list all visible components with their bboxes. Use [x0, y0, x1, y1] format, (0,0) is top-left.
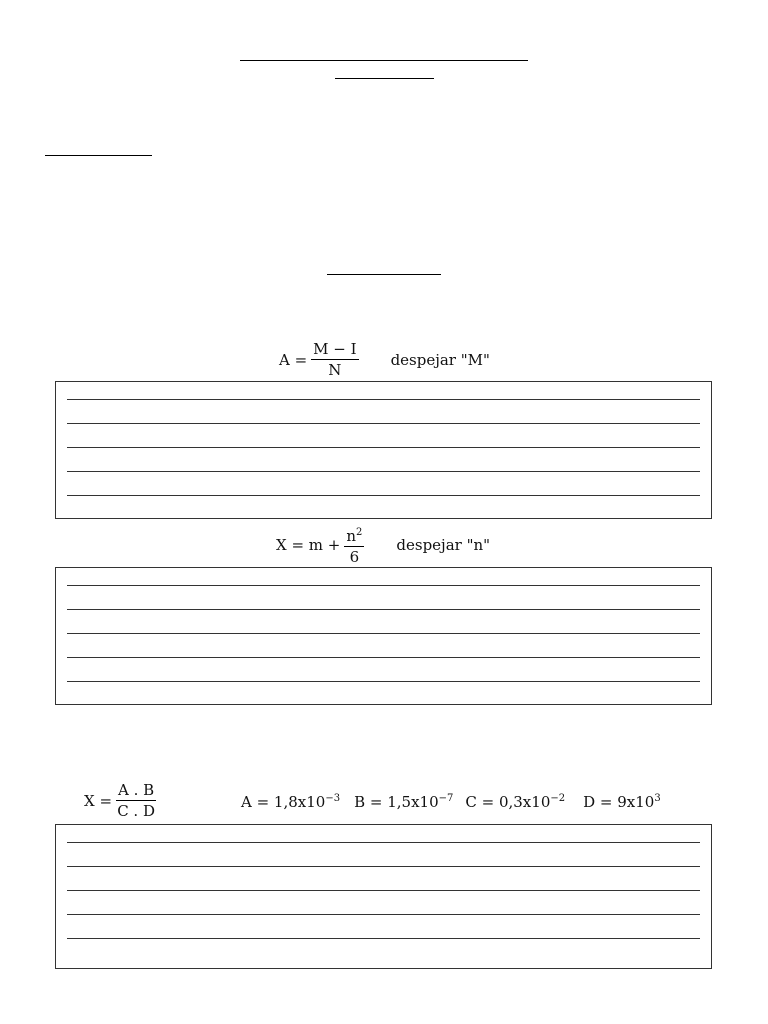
exercise-1-answer-box[interactable] — [55, 381, 712, 519]
subtitle-underline — [335, 78, 434, 79]
answer-line — [67, 866, 700, 867]
exercise-2-equation — [276, 524, 490, 566]
exercise-3-numerator: A . B — [118, 781, 155, 799]
exercise-3-answer-box[interactable] — [55, 824, 712, 969]
answer-line — [67, 842, 700, 843]
exercise-3-lhs: X = — [84, 791, 113, 810]
answer-line — [67, 495, 700, 496]
exercise-2-instruction: despejar "n" — [396, 536, 491, 554]
answer-line — [67, 681, 700, 682]
value-b: $B = 1,5x10^{-7}$ — [354, 793, 454, 811]
answer-line — [67, 423, 700, 424]
answer-line — [67, 399, 700, 400]
exercise-3-denominator: C . D — [117, 802, 155, 820]
center-heading-underline — [327, 274, 441, 275]
exercise-2-lhs: X = m + — [276, 536, 341, 554]
exercise-3-values — [241, 793, 661, 811]
exercise-1-instruction: despejar "M" — [390, 350, 490, 369]
value-a: $A = 1,8x10^{-3}$ — [241, 793, 341, 811]
value-c: $C = 0,3x10^{-2}$ — [465, 793, 566, 811]
exercise-1-lhs: A = — [279, 350, 308, 369]
exercise-2-numerator-base: n — [346, 527, 357, 545]
value-d: $D = 9x10^3$ — [583, 793, 661, 811]
answer-line — [67, 938, 700, 939]
answer-line — [67, 447, 700, 448]
answer-line — [67, 633, 700, 634]
answer-line — [67, 471, 700, 472]
exercise-1-numerator: M − I — [313, 340, 357, 358]
exercise-3-equation — [84, 781, 160, 820]
section-heading-underline — [45, 155, 152, 156]
exercise-2-fraction — [344, 524, 364, 566]
title-underline — [240, 60, 528, 61]
answer-line — [67, 609, 700, 610]
exercise-3-fraction — [116, 781, 156, 820]
answer-line — [67, 890, 700, 891]
exercise-2-numerator — [344, 524, 364, 547]
exercise-1-equation — [279, 340, 490, 379]
exercise-2-numerator-exponent: 2 — [356, 527, 363, 538]
exercise-1-denominator: N — [328, 361, 342, 379]
exercise-1-fraction — [311, 340, 358, 379]
exercise-2-denominator: 6 — [349, 548, 360, 566]
exercise-2-answer-box[interactable] — [55, 567, 712, 705]
answer-line — [67, 657, 700, 658]
answer-line — [67, 585, 700, 586]
answer-line — [67, 914, 700, 915]
